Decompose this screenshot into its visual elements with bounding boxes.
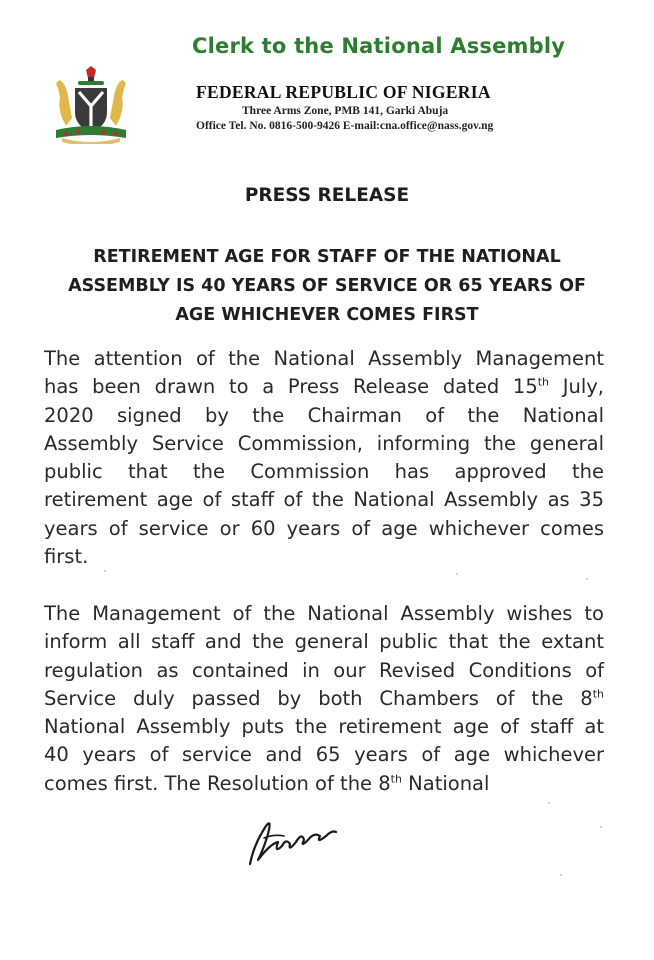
line-text: National [401, 771, 490, 795]
heading-line: AGE WHICHEVER COMES FIRST [175, 305, 479, 325]
letterhead-address: Three Arms Zone, PMB 141, Garki Abuja [242, 105, 449, 117]
press-release-label: PRESS RELEASE [244, 185, 410, 206]
paragraph-line: 40 years of service and 65 years of age whichever [44, 743, 604, 767]
scan-speck [586, 578, 588, 580]
paragraph-line: Assembly Service Commission, informing the general [44, 431, 604, 455]
letterhead-country: FEDERAL REPUBLIC OF NIGERIA [196, 82, 491, 102]
paragraph-line [44, 685, 604, 713]
letterhead-title: Clerk to the National Assembly [192, 34, 566, 58]
letterhead-contact: Office Tel. No. 0816-500-9426 E-mail:cna.office@nass.gov.ng [196, 120, 494, 132]
coat-of-arms-icon [48, 66, 134, 144]
heading-line: ASSEMBLY IS 40 YEARS OF SERVICE OR 65 YEARS OF [68, 276, 586, 296]
paragraph-line: regulation as contained in our Revised Conditions of [44, 658, 604, 682]
release-heading [40, 243, 614, 330]
line-text: comes first. The Resolution of the 8 [44, 771, 391, 795]
paragraph-line [44, 770, 604, 798]
body-paragraph-1 [44, 345, 604, 571]
paragraph-line: inform all staff and the general public that the extant [44, 630, 604, 654]
paragraph-line: first. [44, 545, 89, 569]
heading-line: RETIREMENT AGE FOR STAFF OF THE NATIONAL [93, 247, 561, 267]
paragraph-line [44, 373, 604, 401]
paragraph-line: The Management of the National Assembly wishes to [44, 602, 604, 625]
line-text: has been drawn to a Press Release dated 15 [44, 375, 538, 399]
paragraph-line: The attention of the National Assembly Management [44, 347, 604, 370]
scan-speck [456, 573, 458, 575]
paragraph-line: National Assembly puts the retirement age of staff at [44, 715, 604, 739]
ordinal-suffix: th [537, 375, 550, 389]
body-paragraph-2 [44, 600, 604, 798]
line-text: Service duly passed by both Chambers of the 8 [44, 686, 593, 710]
scan-speck [560, 874, 562, 876]
line-text: July, [549, 375, 605, 399]
scan-speck [600, 826, 602, 828]
paragraph-line: retirement age of staff of the National Assembly as 35 [44, 488, 604, 512]
signature-mark [244, 814, 354, 870]
ordinal-suffix: th [592, 687, 604, 701]
ordinal-suffix: th [390, 772, 402, 786]
paragraph-line: public that the Commission has approved the [44, 460, 604, 484]
paragraph-line: 2020 signed by the Chairman of the National [44, 403, 604, 427]
paragraph-line: years of service or 60 years of age whichever comes [44, 516, 604, 540]
scan-speck [548, 802, 550, 804]
scan-speck [104, 570, 106, 572]
